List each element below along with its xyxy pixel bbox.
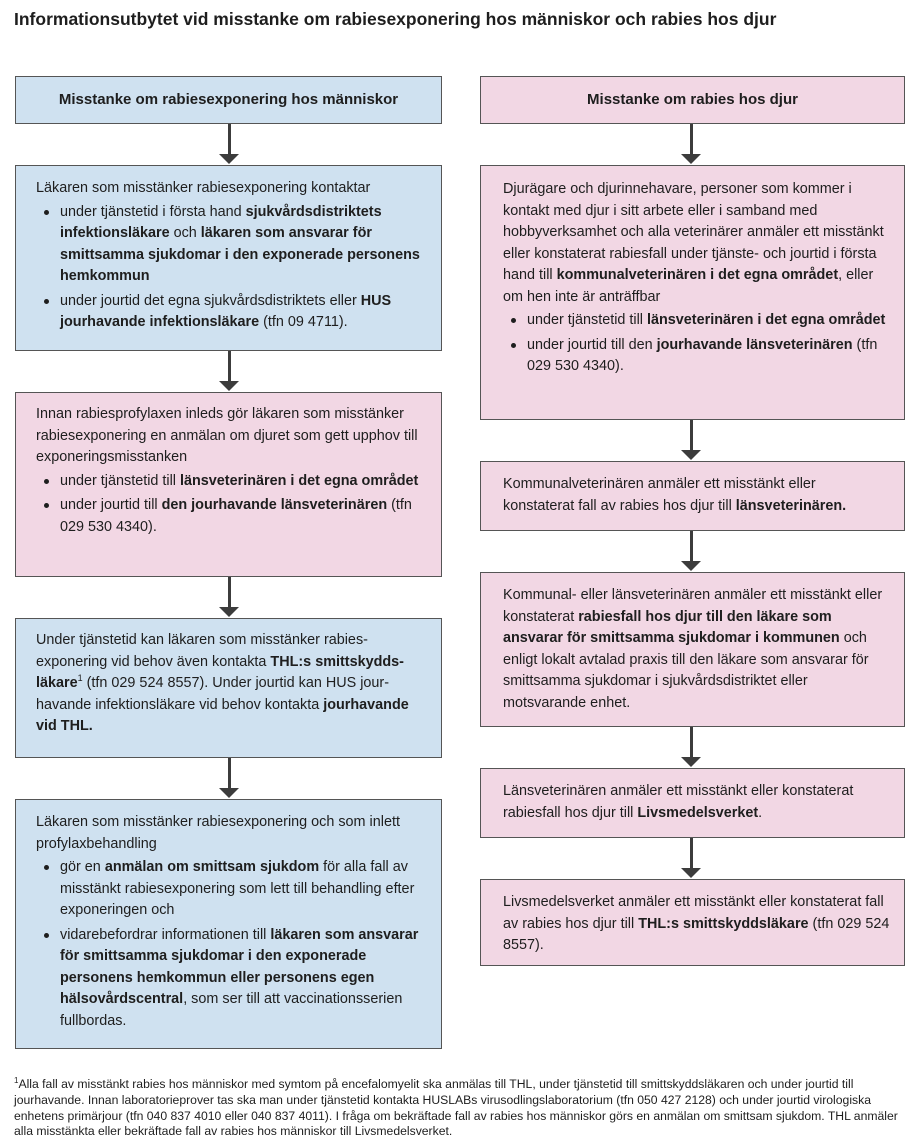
arrow-down-icon	[219, 351, 239, 391]
arrow-down-icon	[681, 727, 701, 767]
left-box3-text: Under tjänstetid kan läkaren som misstänker rabiesexponering vid behov även kontakta THL:s smittskyddsläkare$^1$ (tfn 029 524 8557). Under jourtid kan HUS jourhavande infektionsläkare vid behov kontakta jourhavande vid THL.	[36, 632, 409, 734]
list-item: under tjänstetid till länsveterinären i det egna området	[36, 471, 423, 493]
right-header-box	[480, 76, 905, 124]
left-box-animal-report	[15, 392, 442, 577]
list-item: under tjänstetid till länsveterinären i det egna området	[503, 310, 894, 332]
arrow-down-icon	[219, 124, 239, 164]
left-box-thl-contact	[15, 618, 442, 758]
right-box1-text: Djurägare och djurinnehavare, personer som kommer i kontakt med djur i sitt arbete eller i samband med hobbyverksamhet och alla veterinärer anmäler ett misstänkt eller konstaterat rabiesfall under tjänste- och jourtid i första hand till kommunalveterinären i det egna området, eller om hen inte är anträffbar	[503, 181, 884, 305]
footnote	[14, 1077, 910, 1140]
left-header-label: Misstanke om rabiesexponering hos människor	[58, 91, 399, 108]
right-box-county-vet	[480, 768, 905, 838]
footnote-text: Alla fall av misstänkt rabies hos människor med symtom på encefalomyelit ska anmälas till THL, under tjänstetid till smittskyddsläkaren och under jourtid till jourhavande. Innan laboratorieprover tas ska man under tjänstetid kontakta HUSLABs virusodlingslaboratorium (tfn 050 427 2128) och under jourtid virologiska enhetens primärjour (tfn 040 837 4010 eller 040 837 4011). I fråga om bekräftade fall av rabies hos människor görs en anmälan om smittsam sjukdom. THL anmäler alla misstänkta eller bekräftade fall av rabies hos människor till Livsmedelsverket.	[14, 1077, 898, 1139]
list-item: under jourtid till den jourhavande länsveterinären (tfn 029 530 4340).	[503, 335, 894, 378]
right-box-municipal-vet	[480, 461, 905, 531]
arrow-down-icon	[681, 124, 701, 164]
list-item: gör en anmälan om smittsam sjukdom för alla fall av misstänkt rabiesexponering som lett till behandling efter exponeringen och	[36, 857, 423, 922]
arrow-down-icon	[219, 758, 239, 798]
list-item: under jourtid det egna sjukvårdsdistriktets eller HUS jourhavande infektionsläkare (tfn 09 4711).	[36, 291, 423, 334]
right-header-label: Misstanke om rabies hos djur	[587, 91, 798, 108]
arrow-down-icon	[681, 531, 701, 571]
left-box4-intro: Läkaren som misstänker rabiesexponering och som inlett profylaxbehandling	[36, 814, 400, 852]
left-box1-intro: Läkaren som misstänker rabiesexponering kontaktar	[36, 180, 371, 196]
footnote-marker: 1	[14, 1075, 19, 1085]
list-item: vidarebefordrar informationen till läkaren som ansvarar för smittsamma sjukdomar i den exponerade personens hemkommun eller personens egen hälsovårdscentral, som ser till att vaccinationsserien fullbordas.	[36, 925, 423, 1033]
arrow-down-icon	[681, 838, 701, 878]
right-box-owner-report	[480, 165, 905, 420]
list-item: under jourtid till den jourhavande länsveterinären (tfn 029 530 4340).	[36, 495, 423, 538]
right-box3-text: Kommunal- eller länsveterinären anmäler ett misstänkt eller konstaterat rabiesfall hos djur till den läkare som ansvarar för smittsamma sjukdomar i kommunen och enligt lokalt avtalad praxis till den läkare som ansvarar för smittsamma sjukdomar i sjukvårdsdistriktet eller motsvarande enhet.	[503, 587, 883, 711]
left-box-contact-physician	[15, 165, 442, 351]
right-box-vet-to-physician	[480, 572, 905, 727]
left-box2-intro: Innan rabiesprofylaxen inleds gör läkaren som misstänker rabiesexponering en anmälan om djuret som gett upphov till exponeringsmisstanken	[36, 406, 418, 465]
page-title: Informationsutbytet vid misstanke om rabiesexponering hos människor och rabies hos djur	[14, 9, 777, 29]
left-box-prophylaxis-report	[15, 799, 442, 1049]
left-header-box	[15, 76, 442, 124]
right-box2-text: Kommunalveterinären anmäler ett misstänkt eller konstaterat fall av rabies hos djur till länsveterinären.	[503, 476, 847, 514]
right-box5-text: Livsmedelsverket anmäler ett misstänkt eller konstaterat fall av rabies hos djur till THL:s smittskyddsläkare (tfn 029 524 8557).	[503, 894, 890, 953]
arrow-down-icon	[681, 420, 701, 460]
right-box-food-authority	[480, 879, 905, 966]
list-item: under tjänstetid i första hand sjukvårdsdistriktets infektionsläkare och läkaren som ansvarar för smittsamma sjukdomar i den exponerade personens hemkommun	[36, 202, 423, 288]
arrow-down-icon	[219, 577, 239, 617]
right-box4-text: Länsveterinären anmäler ett misstänkt eller konstaterat rabiesfall hos djur till Livsmedelsverket.	[503, 783, 854, 821]
